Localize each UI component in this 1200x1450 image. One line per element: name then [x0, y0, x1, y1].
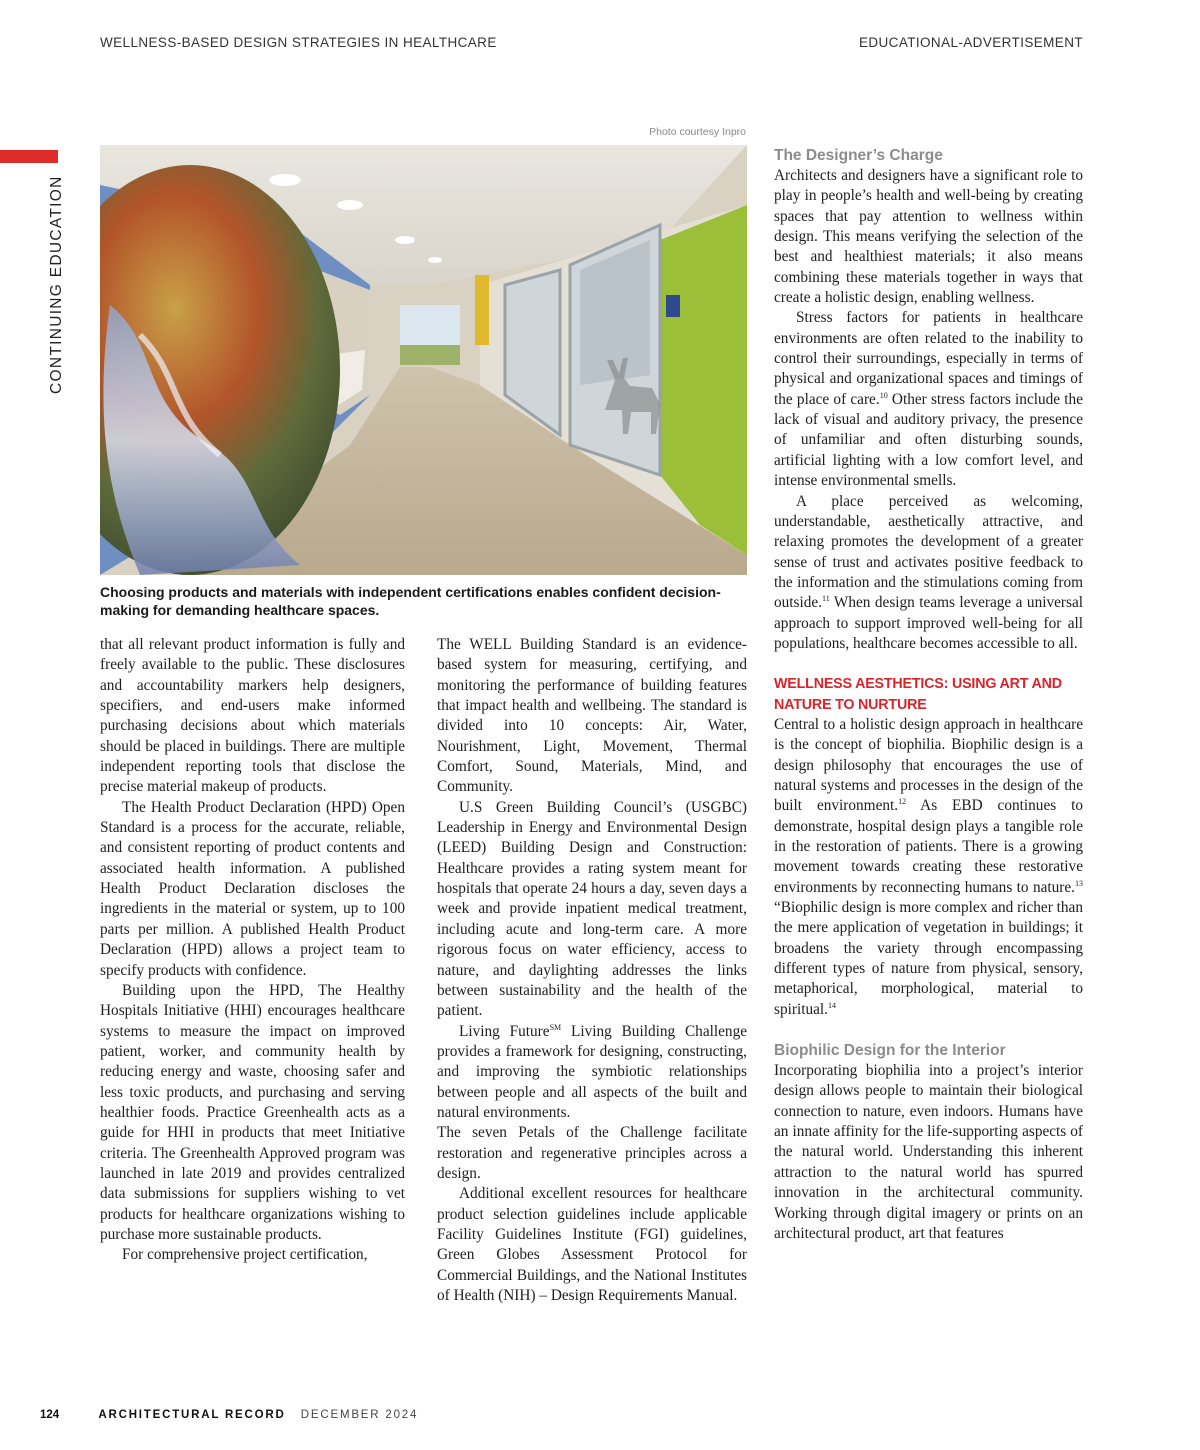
paragraph: Additional excellent resources for healthcare product selection guidelines include applicable Facility Guidelines Institute (FGI) guidelines, Green Globes Assessment Protocol for Commercial Buildings, and the National Institutes of Health (NIH) – Design Requirements Manual.: [437, 1185, 747, 1304]
paragraph: A place perceived as welcoming, understandable, aesthetically attractive, and relaxing promotes the development of a greater sense of trust and activates positive feedback to the information and the stimulations coming from outside.$^{11}$ When design teams leverage a universal approach to support improved well-being for all populations, healthcare becomes accessible to all.: [774, 492, 1083, 652]
paragraph: that all relevant product information is fully and freely available to the public. These disclosures and accountability markers help designers, specifiers, and end-users make informed purchasing decisions about which materials should be placed in buildings. There are multiple independent reporting tools that disclose the precise material makeup of products.: [100, 636, 405, 796]
section-heading: The Designer’s Charge: [774, 147, 943, 164]
photo-credit: Photo courtesy Inpro: [649, 126, 746, 138]
section-heading-red: WELLNESS AESTHETICS: USING ART AND NATURE TO NURTURE: [774, 676, 1062, 713]
paragraph: U.S Green Building Council’s (USGBC) Leadership in Energy and Environmental Design (LEED) Building Design and Construction: Healthcare provides a rating system meant for hospitals that operate 24 hours a day, seven days a week and provide inpatient medical treatment, including acute and long-term care. A more rigorous focus on water efficiency, access to nature, and daylighting addresses the links between sustainability and the health of the patient.: [437, 798, 747, 1020]
magazine-name: ARCHITECTURAL RECORD: [98, 1409, 286, 1421]
section-color-bar: [0, 150, 58, 163]
section-heading: Biophilic Design for the Interior: [774, 1042, 1006, 1060]
paragraph: Living Future℠ Living Building Challenge provides a framework for designing, constructing, and improving the symbiotic relationships between people and all aspects of the built and natural environments.: [437, 1022, 748, 1121]
text-column-1: [100, 635, 405, 1266]
issue-date: DECEMBER 2024: [300, 1409, 419, 1421]
page-footer: [40, 1409, 418, 1421]
paragraph: Incorporating biophilia into a project’s interior design allows people to maintain their biological connection to nature, even indoors. Humans have an innate affinity for the life-supporting aspects of the natural world. Understanding this inherent attraction to the natural world has spurred innovation in the architectural community. Working through digital imagery or prints on an architectural product, art that features: [774, 1062, 1083, 1242]
paragraph: Building upon the HPD, The Healthy Hospitals Initiative (HHI) encourages healthcare systems to measure the impact on improved patient, worker, and community health by reducing energy and waste, choosing safer and less toxic products, and purchasing and serving healthier foods. Practice Greenhealth acts as a guide for HHI in products that meet Initiative criteria. The Greenhealth Approved program was launched in late 2019 and provides centralized data submissions for suppliers wishing to vet products for healthcare organizations wishing to purchase more sustainable products.: [100, 981, 405, 1243]
paragraph: The seven Petals of the Challenge facilitate restoration and regenerative principles across a design.: [437, 1124, 747, 1182]
photo-caption: Choosing products and materials with independent certifications enables confident decision-making for demanding healthcare spaces.: [100, 584, 721, 618]
section-side-label: CONTINUING EDUCATION: [48, 175, 65, 394]
paragraph: Central to a holistic design approach in healthcare is the concept of biophilia. Biophilic design is a design philosophy that encourages the use of natural systems and processes in the design of the built environment.$^{12}$ As EBD continues to demonstrate, hospital design plays a tangible role in the restoration of patients. There is a growing movement towards creating these restorative environments by reconnecting humans to nature.$^{13}$ “Biophilic design is more complex and richer than the mere application of vegetation in buildings; it broadens the variety through encompassing different types of nature from physical, sensory, metaphorical, morphological, material to spiritual.$^{14}$: [774, 715, 1083, 1018]
page-number: 124: [40, 1409, 60, 1421]
text-column-3: [774, 145, 1083, 1244]
running-header-label: EDUCATIONAL-ADVERTISEMENT: [858, 35, 1083, 50]
paragraph: The WELL Building Standard is an evidence-based system for measuring, certifying, and monitoring the performance of building features that impact health and wellbeing. The standard is divided into 10 concepts: Air, Water, Nourishment, Light, Movement, Thermal Comfort, Sound, Materials, Mind, and Community.: [437, 636, 747, 796]
hospital-corridor-photo: [100, 145, 747, 575]
paragraph: Architects and designers have a significant role to play in people’s health and well-being by creating spaces that pay attention to wellness within design. This means verifying the selection of the best and healthiest materials; it also means combining these materials together in ways that create a holistic design, enabling wellness.: [774, 167, 1083, 307]
paragraph: For comprehensive project certification,: [122, 1246, 368, 1264]
paragraph: Stress factors for patients in healthcare environments are often related to the inability to control their surroundings, especially in terms of physical and organizational spaces and timings of the place of care.$^{10}$ Other stress factors include the lack of visual and auditory privacy, the presence of unfamiliar and often disturbing sounds, artificial lighting with a low comfort level, and intense environmental smells.: [774, 309, 1083, 490]
text-column-2: [437, 635, 747, 1306]
paragraph: The Health Product Declaration (HPD) Open Standard is a process for the accurate, reliable, and consistent reporting of product contents and associated health information. A published Health Product Declaration discloses the ingredients in the material or system, up to 100 parts per million. A published Health Product Declaration (HPD) allows a project team to specify products with confidence.: [100, 798, 405, 979]
running-header-title: WELLNESS-BASED DESIGN STRATEGIES IN HEALTHCARE: [100, 35, 497, 50]
